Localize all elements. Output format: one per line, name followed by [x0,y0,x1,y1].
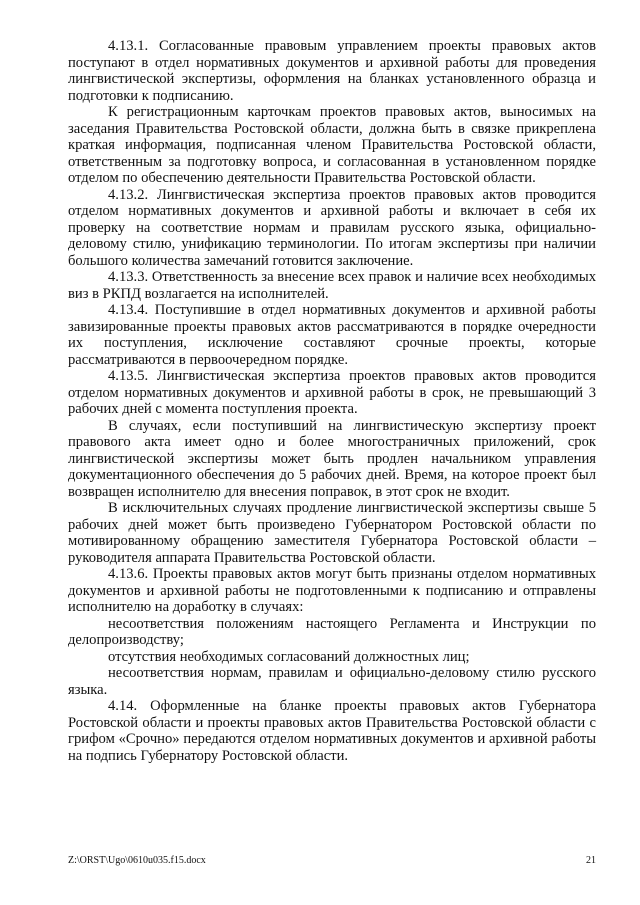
list-item-style-mismatch: несоответствия нормам, правилам и официально-деловому стилю русского языка. [68,665,596,698]
paragraph-extension-cases: В случаях, если поступивший на лингвистическую экспертизу проект правового акта имеет одно и более многостраничных приложений, срок лингвистической экспертизы может быть продлен начальником управления документационного обеспечения до 5 рабочих дней. Время, на которое проект был возвращен исполнителю для внесения поправок, в этот срок не входит. [68,417,596,500]
paragraph-4-13-6: 4.13.6. Проекты правовых актов могут быть признаны отделом нормативных документов и архивной работы не подготовленными к подписанию и отправлены исполнителю на доработку в случаях: [68,566,596,615]
page-footer [68,855,596,867]
paragraph-4-13-3: 4.13.3. Ответственность за внесение всех правок и наличие всех необходимых виз в РКПД возлагается на исполнителей. [68,269,596,302]
paragraph-registration-cards: К регистрационным карточкам проектов правовых актов, выносимых на заседания Правительства Ростовской области, должна быть в связке прикреплена краткая информация, подписанная членом Правительства Ростовской области, ответственным за подготовку вопроса, и согласованная в установленном порядке отделом по обеспечению деятельности Правительства Ростовской области. [68,104,596,186]
document-body [68,38,596,764]
paragraph-exceptional-cases: В исключительных случаях продление лингвистической экспертизы свыше 5 рабочих дней может быть произведено Губернатором Ростовской области по мотивированному обращению заместителя Губернатора Ростовской области – руководителя аппарата Правительства Ростовской области. [68,500,596,566]
paragraph-4-13-1: 4.13.1. Согласованные правовым управлением проекты правовых актов поступают в отдел нормативных документов и архивной работы для проведения лингвистической экспертизы, оформления на бланках установленного образца и подготовки к подписанию. [68,38,596,104]
footer-file-path: Z:\ORST\Ugo\0610u035.f15.docx [68,855,206,866]
paragraph-4-13-5: 4.13.5. Лингвистическая экспертиза проектов правовых актов проводится отделом нормативных документов и архивной работы в срок, не превышающий 3 рабочих дней с момента поступления проекта. [68,368,596,417]
list-item-missing-approvals: отсутствия необходимых согласований должностных лиц; [108,648,470,665]
paragraph-4-13-4: 4.13.4. Поступившие в отдел нормативных документов и архивной работы завизированные проекты правовых актов рассматриваются в порядке очередности их поступления, исключение составляют срочные проекты, которые рассматриваются в первоочередном порядке. [68,302,596,368]
list-item-regulation-mismatch: несоответствия положениям настоящего Регламента и Инструкции по делопроизводству; [68,615,596,648]
paragraph-4-14: 4.14. Оформленные на бланке проекты правовых актов Губернатора Ростовской области и проекты правовых актов Правительства Ростовской области с грифом «Срочно» передаются отделом нормативных документов и архивной работы на подпись Губернатору Ростовской области. [68,698,596,764]
paragraph-4-13-2: 4.13.2. Лингвистическая экспертиза проектов правовых актов проводится отделом нормативных документов и архивной работы и включает в себя их проверку на соответствие нормам и правилам русского языка, официально-деловому стилю, унификацию терминологии. По итогам экспертизы при наличии большого количества замечаний готовится заключение. [68,186,596,269]
page-number: 21 [586,855,596,866]
